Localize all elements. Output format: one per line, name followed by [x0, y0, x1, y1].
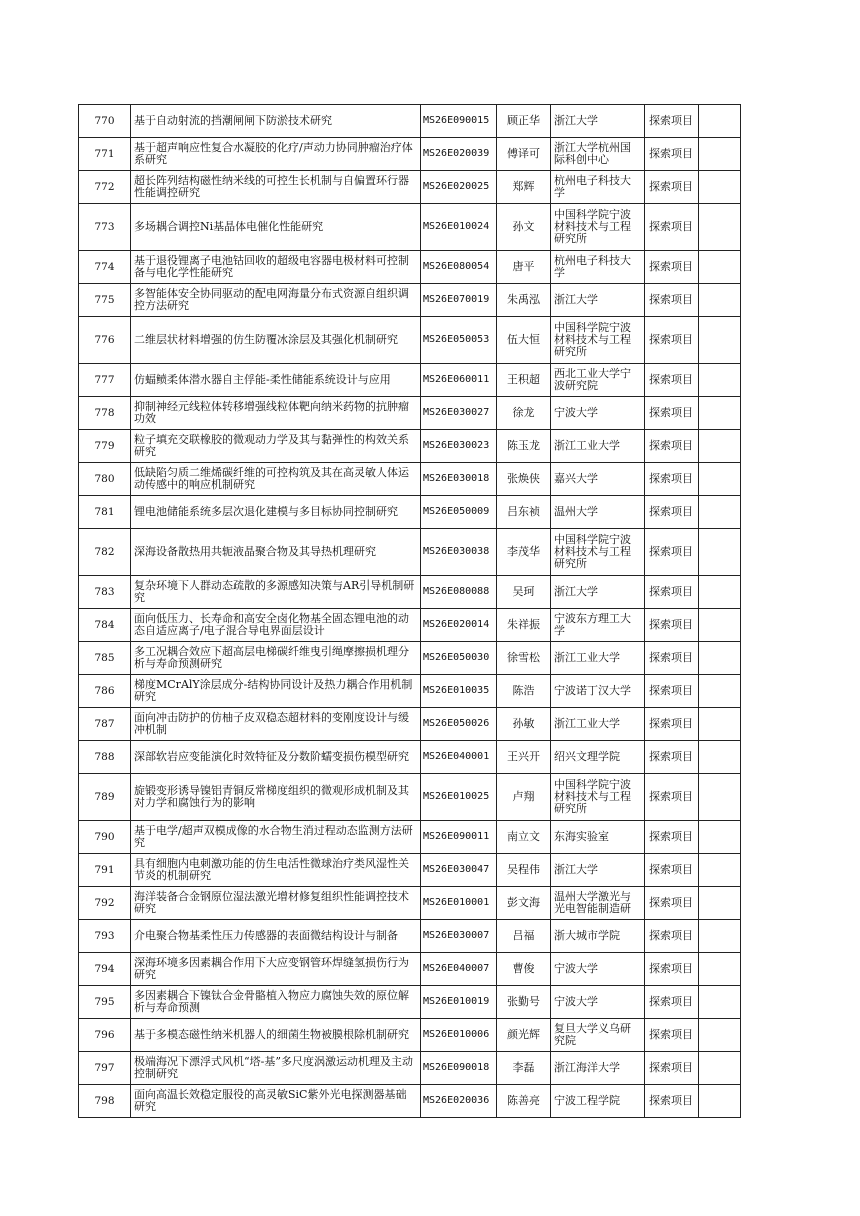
principal-investigator: 颜光辉	[497, 1019, 551, 1052]
institution: 杭州电子科技大学	[551, 171, 645, 204]
project-title: 多智能体安全协同驱动的配电网海量分布式资源自组织调控方法研究	[131, 284, 421, 317]
project-type: 探索项目	[645, 953, 699, 986]
project-type: 探索项目	[645, 138, 699, 171]
blank-cell	[699, 284, 741, 317]
blank-cell	[699, 675, 741, 708]
blank-cell	[699, 821, 741, 854]
project-type: 探索项目	[645, 284, 699, 317]
row-number: 772	[79, 171, 131, 204]
project-type: 探索项目	[645, 642, 699, 675]
institution: 杭州电子科技大学	[551, 251, 645, 284]
project-type: 探索项目	[645, 364, 699, 397]
principal-investigator: 唐平	[497, 251, 551, 284]
project-code: MS26E010001	[421, 887, 497, 920]
project-type: 探索项目	[645, 708, 699, 741]
project-type: 探索项目	[645, 251, 699, 284]
row-number: 781	[79, 496, 131, 529]
project-title: 多场耦合调控Ni基晶体电催化性能研究	[131, 204, 421, 251]
project-code: MS26E030047	[421, 854, 497, 887]
principal-investigator: 郑辉	[497, 171, 551, 204]
institution: 浙江大学	[551, 854, 645, 887]
project-title: 抑制神经元线粒体转移增强线粒体靶向纳米药物的抗肿瘤功效	[131, 397, 421, 430]
blank-cell	[699, 204, 741, 251]
row-number: 782	[79, 529, 131, 576]
row-number: 776	[79, 317, 131, 364]
project-type: 探索项目	[645, 920, 699, 953]
blank-cell	[699, 317, 741, 364]
institution: 温州大学激光与光电智能制造研	[551, 887, 645, 920]
row-number: 783	[79, 576, 131, 609]
principal-investigator: 王兴开	[497, 741, 551, 774]
table-row	[79, 430, 741, 463]
table-row	[79, 171, 741, 204]
table-row	[79, 529, 741, 576]
row-number: 775	[79, 284, 131, 317]
project-type: 探索项目	[645, 675, 699, 708]
institution: 宁波工程学院	[551, 1085, 645, 1118]
project-title: 极端海况下漂浮式风机“塔-基”多尺度涡激运动机理及主动控制研究	[131, 1052, 421, 1085]
project-code: MS26E010024	[421, 204, 497, 251]
row-number: 774	[79, 251, 131, 284]
table-row	[79, 708, 741, 741]
project-code: MS26E010025	[421, 774, 497, 821]
principal-investigator: 李磊	[497, 1052, 551, 1085]
blank-cell	[699, 887, 741, 920]
principal-investigator: 吴珂	[497, 576, 551, 609]
project-code: MS26E080088	[421, 576, 497, 609]
institution: 中国科学院宁波材料技术与工程研究所	[551, 529, 645, 576]
project-title: 深部软岩应变能演化时效特征及分数阶蠕变损伤模型研究	[131, 741, 421, 774]
row-number: 793	[79, 920, 131, 953]
table-row	[79, 609, 741, 642]
institution: 浙江工业大学	[551, 430, 645, 463]
project-type: 探索项目	[645, 204, 699, 251]
row-number: 771	[79, 138, 131, 171]
project-code: MS26E030023	[421, 430, 497, 463]
project-code: MS26E020036	[421, 1085, 497, 1118]
row-number: 779	[79, 430, 131, 463]
project-title: 深海设备散热用共轭液晶聚合物及其导热机理研究	[131, 529, 421, 576]
principal-investigator: 吕福	[497, 920, 551, 953]
project-title: 二维层状材料增强的仿生防覆冰涂层及其强化机制研究	[131, 317, 421, 364]
project-title: 介电聚合物基柔性压力传感器的表面微结构设计与制备	[131, 920, 421, 953]
institution: 中国科学院宁波材料技术与工程研究所	[551, 317, 645, 364]
table-row	[79, 774, 741, 821]
blank-cell	[699, 251, 741, 284]
row-number: 791	[79, 854, 131, 887]
table-row	[79, 642, 741, 675]
project-title: 多工况耦合效应下超高层电梯碳纤维曳引绳摩擦损机理分析与寿命预测研究	[131, 642, 421, 675]
project-code: MS26E020014	[421, 609, 497, 642]
blank-cell	[699, 741, 741, 774]
row-number: 770	[79, 105, 131, 138]
project-code: MS26E030018	[421, 463, 497, 496]
table-row	[79, 920, 741, 953]
principal-investigator: 卢翔	[497, 774, 551, 821]
row-number: 796	[79, 1019, 131, 1052]
table-row	[79, 317, 741, 364]
institution: 宁波大学	[551, 986, 645, 1019]
blank-cell	[699, 854, 741, 887]
principal-investigator: 陈浩	[497, 675, 551, 708]
row-number: 792	[79, 887, 131, 920]
table-row	[79, 986, 741, 1019]
project-title: 锂电池储能系统多层次退化建模与多目标协同控制研究	[131, 496, 421, 529]
institution: 西北工业大学宁波研究院	[551, 364, 645, 397]
principal-investigator: 南立文	[497, 821, 551, 854]
project-code: MS26E020025	[421, 171, 497, 204]
principal-investigator: 陈善亮	[497, 1085, 551, 1118]
project-type: 探索项目	[645, 821, 699, 854]
project-type: 探索项目	[645, 576, 699, 609]
blank-cell	[699, 953, 741, 986]
row-number: 789	[79, 774, 131, 821]
project-code: MS26E030027	[421, 397, 497, 430]
blank-cell	[699, 529, 741, 576]
row-number: 798	[79, 1085, 131, 1118]
project-code: MS26E010019	[421, 986, 497, 1019]
principal-investigator: 孙文	[497, 204, 551, 251]
row-number: 794	[79, 953, 131, 986]
blank-cell	[699, 430, 741, 463]
row-number: 788	[79, 741, 131, 774]
project-type: 探索项目	[645, 317, 699, 364]
blank-cell	[699, 138, 741, 171]
project-title: 基于多模态磁性纳米机器人的细菌生物被膜根除机制研究	[131, 1019, 421, 1052]
row-number: 773	[79, 204, 131, 251]
blank-cell	[699, 1019, 741, 1052]
project-code: MS26E050009	[421, 496, 497, 529]
table-body	[79, 105, 741, 1118]
principal-investigator: 吴程伟	[497, 854, 551, 887]
blank-cell	[699, 397, 741, 430]
project-code: MS26E010035	[421, 675, 497, 708]
project-type: 探索项目	[645, 887, 699, 920]
project-code: MS26E040007	[421, 953, 497, 986]
project-code: MS26E030038	[421, 529, 497, 576]
institution: 浙江工业大学	[551, 642, 645, 675]
project-title: 面向低压力、长寿命和高安全卤化物基全固态锂电池的动态自适应离子/电子混合导电界面层设计	[131, 609, 421, 642]
row-number: 784	[79, 609, 131, 642]
principal-investigator: 孙敏	[497, 708, 551, 741]
blank-cell	[699, 774, 741, 821]
blank-cell	[699, 1085, 741, 1118]
principal-investigator: 傅译可	[497, 138, 551, 171]
project-title: 海洋装备合金钢原位湿法激光增材修复组织性能调控技术研究	[131, 887, 421, 920]
institution: 浙江大学	[551, 284, 645, 317]
project-title: 基于退役锂离子电池钴回收的超级电容器电极材料可控制备与电化学性能研究	[131, 251, 421, 284]
project-title: 复杂环境下人群动态疏散的多源感知决策与AR引导机制研究	[131, 576, 421, 609]
project-type: 探索项目	[645, 1085, 699, 1118]
institution: 浙江工业大学	[551, 708, 645, 741]
project-table	[78, 104, 741, 1118]
row-number: 787	[79, 708, 131, 741]
blank-cell	[699, 105, 741, 138]
institution: 宁波诺丁汉大学	[551, 675, 645, 708]
principal-investigator: 陈玉龙	[497, 430, 551, 463]
institution: 嘉兴大学	[551, 463, 645, 496]
principal-investigator: 徐雪松	[497, 642, 551, 675]
project-title: 面向冲击防护的仿柚子皮双稳态超材料的变刚度设计与缓冲机制	[131, 708, 421, 741]
project-title: 旋锻变形诱导镍铝青铜反常梯度组织的微观形成机制及其对力学和腐蚀行为的影响	[131, 774, 421, 821]
project-title: 面向高温长效稳定服役的高灵敏SiC紫外光电探测器基础研究	[131, 1085, 421, 1118]
project-type: 探索项目	[645, 171, 699, 204]
project-type: 探索项目	[645, 609, 699, 642]
table-row	[79, 821, 741, 854]
row-number: 795	[79, 986, 131, 1019]
institution: 中国科学院宁波材料技术与工程研究所	[551, 774, 645, 821]
table-row	[79, 204, 741, 251]
project-code: MS26E080054	[421, 251, 497, 284]
table-row	[79, 397, 741, 430]
project-type: 探索项目	[645, 463, 699, 496]
principal-investigator: 李茂华	[497, 529, 551, 576]
project-type: 探索项目	[645, 430, 699, 463]
table-row	[79, 284, 741, 317]
blank-cell	[699, 496, 741, 529]
table-row	[79, 1085, 741, 1118]
principal-investigator: 张勤号	[497, 986, 551, 1019]
project-type: 探索项目	[645, 774, 699, 821]
institution: 复旦大学义乌研究院	[551, 1019, 645, 1052]
project-code: MS26E090015	[421, 105, 497, 138]
institution: 温州大学	[551, 496, 645, 529]
table-row	[79, 251, 741, 284]
row-number: 778	[79, 397, 131, 430]
row-number: 790	[79, 821, 131, 854]
table-row	[79, 854, 741, 887]
principal-investigator: 张焕侠	[497, 463, 551, 496]
project-code: MS26E050026	[421, 708, 497, 741]
project-code: MS26E090011	[421, 821, 497, 854]
table-row	[79, 1052, 741, 1085]
principal-investigator: 朱祥振	[497, 609, 551, 642]
project-title: 深海环境多因素耦合作用下大应变钢管环焊缝氢损伤行为研究	[131, 953, 421, 986]
institution: 浙江大学	[551, 576, 645, 609]
blank-cell	[699, 642, 741, 675]
institution: 宁波大学	[551, 953, 645, 986]
blank-cell	[699, 364, 741, 397]
blank-cell	[699, 708, 741, 741]
table-row	[79, 364, 741, 397]
project-code: MS26E040001	[421, 741, 497, 774]
project-code: MS26E060011	[421, 364, 497, 397]
principal-investigator: 顾正华	[497, 105, 551, 138]
institution: 宁波大学	[551, 397, 645, 430]
row-number: 780	[79, 463, 131, 496]
principal-investigator: 彭文海	[497, 887, 551, 920]
institution: 中国科学院宁波材料技术与工程研究所	[551, 204, 645, 251]
principal-investigator: 徐龙	[497, 397, 551, 430]
principal-investigator: 吕东祯	[497, 496, 551, 529]
row-number: 786	[79, 675, 131, 708]
institution: 绍兴文理学院	[551, 741, 645, 774]
project-type: 探索项目	[645, 105, 699, 138]
blank-cell	[699, 609, 741, 642]
blank-cell	[699, 171, 741, 204]
project-title: 梯度MCrAlY涂层成分-结构协同设计及热力耦合作用机制研究	[131, 675, 421, 708]
table-row	[79, 463, 741, 496]
row-number: 797	[79, 1052, 131, 1085]
institution: 宁波东方理工大学	[551, 609, 645, 642]
project-code: MS26E070019	[421, 284, 497, 317]
table-row	[79, 105, 741, 138]
principal-investigator: 曹俊	[497, 953, 551, 986]
project-type: 探索项目	[645, 986, 699, 1019]
project-type: 探索项目	[645, 1019, 699, 1052]
project-title: 粒子填充交联橡胶的微观动力学及其与黏弹性的构效关系研究	[131, 430, 421, 463]
project-title: 基于自动射流的挡潮闸闸下防淤技术研究	[131, 105, 421, 138]
institution: 东海实验室	[551, 821, 645, 854]
project-table-container	[78, 104, 741, 1118]
row-number: 777	[79, 364, 131, 397]
project-title: 具有细胞内电刺激功能的仿生电活性微球治疗类风湿性关节炎的机制研究	[131, 854, 421, 887]
institution: 浙江大学杭州国际科创中心	[551, 138, 645, 171]
table-row	[79, 675, 741, 708]
blank-cell	[699, 463, 741, 496]
project-code: MS26E090018	[421, 1052, 497, 1085]
blank-cell	[699, 920, 741, 953]
row-number: 785	[79, 642, 131, 675]
project-type: 探索项目	[645, 397, 699, 430]
table-row	[79, 576, 741, 609]
project-title: 超长阵列结构磁性纳米线的可控生长机制与自偏置环行器性能调控研究	[131, 171, 421, 204]
project-title: 低缺陷匀质二维烯碳纤维的可控构筑及其在高灵敏人体运动传感中的响应机制研究	[131, 463, 421, 496]
table-row	[79, 887, 741, 920]
institution: 浙大城市学院	[551, 920, 645, 953]
project-code: MS26E010006	[421, 1019, 497, 1052]
project-code: MS26E030007	[421, 920, 497, 953]
project-title: 仿蝠鲼柔体潜水器自主俘能-柔性储能系统设计与应用	[131, 364, 421, 397]
project-type: 探索项目	[645, 529, 699, 576]
project-type: 探索项目	[645, 1052, 699, 1085]
principal-investigator: 王积超	[497, 364, 551, 397]
table-row	[79, 741, 741, 774]
blank-cell	[699, 576, 741, 609]
project-type: 探索项目	[645, 854, 699, 887]
principal-investigator: 朱禹泓	[497, 284, 551, 317]
institution: 浙江海洋大学	[551, 1052, 645, 1085]
table-row	[79, 953, 741, 986]
project-code: MS26E050030	[421, 642, 497, 675]
blank-cell	[699, 1052, 741, 1085]
project-code: MS26E020039	[421, 138, 497, 171]
table-row	[79, 1019, 741, 1052]
project-type: 探索项目	[645, 741, 699, 774]
project-title: 基于电学/超声双模成像的水合物生消过程动态监测方法研究	[131, 821, 421, 854]
project-code: MS26E050053	[421, 317, 497, 364]
principal-investigator: 伍大恒	[497, 317, 551, 364]
institution: 浙江大学	[551, 105, 645, 138]
project-type: 探索项目	[645, 496, 699, 529]
project-title: 多因素耦合下镍钛合金骨骼植入物应力腐蚀失效的原位解析与寿命预测	[131, 986, 421, 1019]
blank-cell	[699, 986, 741, 1019]
table-row	[79, 496, 741, 529]
project-title: 基于超声响应性复合水凝胶的化疗/声动力协同肿瘤治疗体系研究	[131, 138, 421, 171]
table-row	[79, 138, 741, 171]
